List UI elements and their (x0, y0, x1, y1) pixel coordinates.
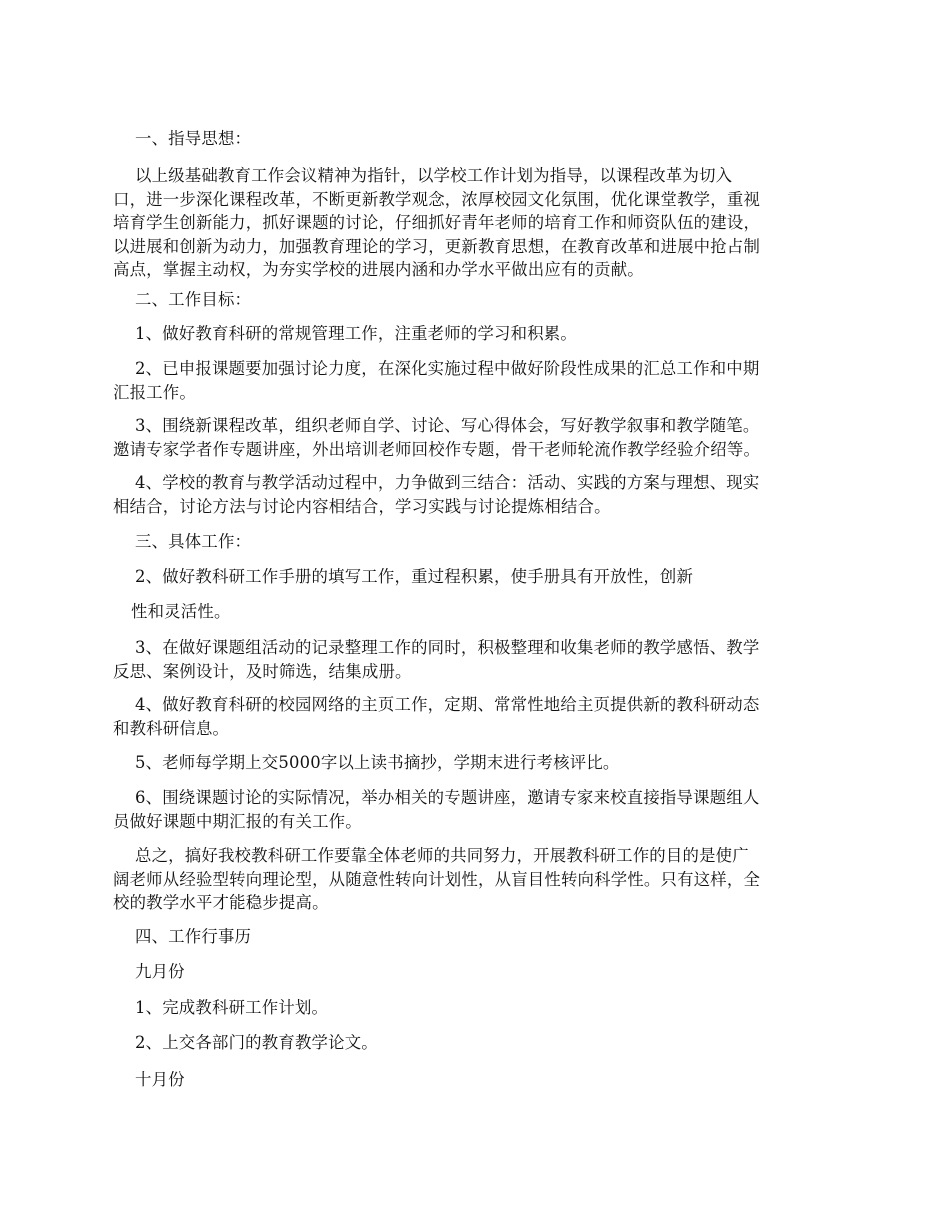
work-item-2-continued: 性和灵活性。 (131, 602, 231, 621)
goal-item-2: 2、已申报课题要加强讨论力度，在深化实施过程中做好阶段性成果的汇总工作和中期 汇报工作。 (113, 359, 760, 402)
heading-guiding-ideology: 一、指导思想： (135, 129, 252, 148)
september-item-1: 1、完成教科研工作计划。 (135, 998, 329, 1017)
september-item-2: 2、上交各部门的教育教学论文。 (135, 1033, 378, 1052)
month-september: 九月份 (135, 962, 185, 981)
month-october: 十月份 (135, 1070, 185, 1089)
summary-paragraph: 总之，搞好我校教科研工作要靠全体老师的共同努力，开展教科研工作的目的是使广 阔老师从经验型转向理论型，从随意性转向计划性，从盲目性转向科学性。只有这样，全 校的教学水平才能稳步提高。 (113, 846, 761, 912)
heading-work-calendar: 四、工作行事历 (135, 927, 252, 946)
goal-item-1: 1、做好教育科研的常规管理工作，注重老师的学习和积累。 (135, 324, 577, 343)
paragraph-guiding-ideology: 以上级基础教育工作会议精神为指针，以学校工作计划为指导，以课程改革为切入 口，进一步深化课程改革，不断更新教学观念，浓厚校园文化氛围，优化课堂教学，重视 培育学生创新能力，抓好课题的讨论，仔细抓好青年老师的培育工作和师资队伍的建设， 以进展和创新为动力，加强教育理论的学习，更新教育思想，在教育改革和进展中抢占制 高点，掌握主动权，为夯实学校的进展内涵和办学水平做出应有的贡献。 (113, 166, 761, 279)
goal-item-3: 3、围绕新课程改革，组织老师自学、讨论、写心得体会，写好教学叙事和教学随笔。 邀请专家学者作专题讲座，外出培训老师回校作专题，骨干老师轮流作教学经验介绍等。 (113, 416, 761, 459)
work-item-4: 4、做好教育科研的校园网络的主页工作，定期、常常性地给主页提供新的教科研动态 和教科研信息。 (113, 695, 760, 738)
heading-specific-work: 三、具体工作： (135, 532, 252, 551)
heading-work-goals: 二、工作目标： (135, 290, 252, 309)
work-item-2: 2、做好教科研工作手册的填写工作，重过程积累，使手册具有开放性，创新 (135, 567, 694, 586)
work-item-5: 5、老师每学期上交5000字以上读书摘抄，学期末进行考核评比。 (135, 753, 620, 772)
work-item-3: 3、在做好课题组活动的记录整理工作的同时，积极整理和收集老师的教学感悟、教学 反思、案例设计，及时筛选，结集成册。 (113, 638, 760, 681)
goal-item-4: 4、学校的教育与教学活动过程中，力争做到三结合：活动、实践的方案与理想、现实 相结合，讨论方法与讨论内容相结合，学习实践与讨论提炼相结合。 (113, 473, 760, 516)
work-item-6: 6、围绕课题讨论的实际情况，举办相关的专题讲座，邀请专家来校直接指导课题组人 员做好课题中期汇报的有关工作。 (113, 788, 760, 831)
